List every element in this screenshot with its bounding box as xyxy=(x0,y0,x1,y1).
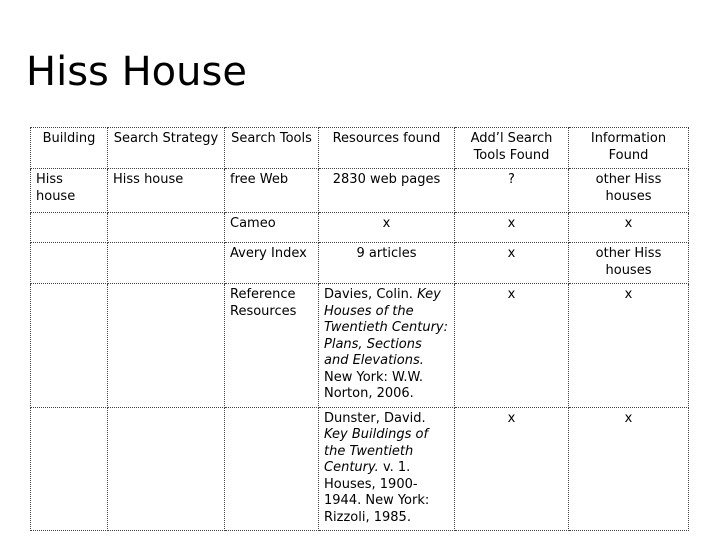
table-row xyxy=(31,284,689,408)
cell-tool xyxy=(225,407,319,531)
cell-building xyxy=(31,407,108,531)
cell-building: Hiss house xyxy=(31,169,108,213)
cell-tool: Cameo xyxy=(225,213,319,243)
col-header-resources: Resources found xyxy=(319,128,455,169)
cell-strategy xyxy=(108,213,225,243)
table-row xyxy=(31,213,689,243)
citation-author: Davies, Colin. xyxy=(324,287,413,302)
cell-tool: free Web xyxy=(225,169,319,213)
citation-title: Key Houses of the Twentieth Century: Plans, Sections and Elevations. xyxy=(324,287,448,368)
citation-publication: v. 1. Houses, 1900-1944. New York: Rizzoli, 1985. xyxy=(324,460,430,525)
cell-tool: Avery Index xyxy=(225,243,319,284)
cell-reference-citation xyxy=(319,407,455,531)
cell-building xyxy=(31,213,108,243)
cell-strategy: Hiss house xyxy=(108,169,225,213)
cell-info: other Hiss houses xyxy=(569,169,689,213)
cell-resources: 9 articles xyxy=(319,243,455,284)
cell-addl: x xyxy=(455,284,569,408)
cell-addl: x xyxy=(455,243,569,284)
table-row xyxy=(31,243,689,284)
col-header-info: Information Found xyxy=(569,128,689,169)
page-title: Hiss House xyxy=(26,49,247,95)
header-row xyxy=(31,128,689,169)
citation-author: Dunster, David. xyxy=(324,410,426,426)
citation-publication: New York: W.W. Norton, 2006. xyxy=(324,369,424,401)
citation-title: Key Buildings of the Twentieth Century. xyxy=(324,427,429,475)
cell-info: x xyxy=(569,284,689,408)
cell-addl: ? xyxy=(455,169,569,213)
cell-resources: x xyxy=(319,213,455,243)
col-header-addl-tools: Add’l Search Tools Found xyxy=(455,128,569,169)
cell-strategy xyxy=(108,407,225,531)
col-header-tools: Search Tools xyxy=(225,128,319,169)
cell-reference-citation xyxy=(319,284,455,408)
table-row xyxy=(31,169,689,213)
cell-resources: 2830 web pages xyxy=(319,169,455,213)
cell-info: x xyxy=(569,407,689,531)
cell-strategy xyxy=(108,284,225,408)
col-header-building: Building xyxy=(31,128,108,169)
table-row xyxy=(31,407,689,531)
cell-building xyxy=(31,284,108,408)
cell-info: x xyxy=(569,213,689,243)
cell-tool: Reference Resources xyxy=(225,284,319,408)
cell-addl: x xyxy=(455,213,569,243)
cell-addl: x xyxy=(455,407,569,531)
cell-info: other Hiss houses xyxy=(569,243,689,284)
search-table xyxy=(30,127,689,531)
cell-strategy xyxy=(108,243,225,284)
cell-building xyxy=(31,243,108,284)
col-header-strategy: Search Strategy xyxy=(108,128,225,169)
